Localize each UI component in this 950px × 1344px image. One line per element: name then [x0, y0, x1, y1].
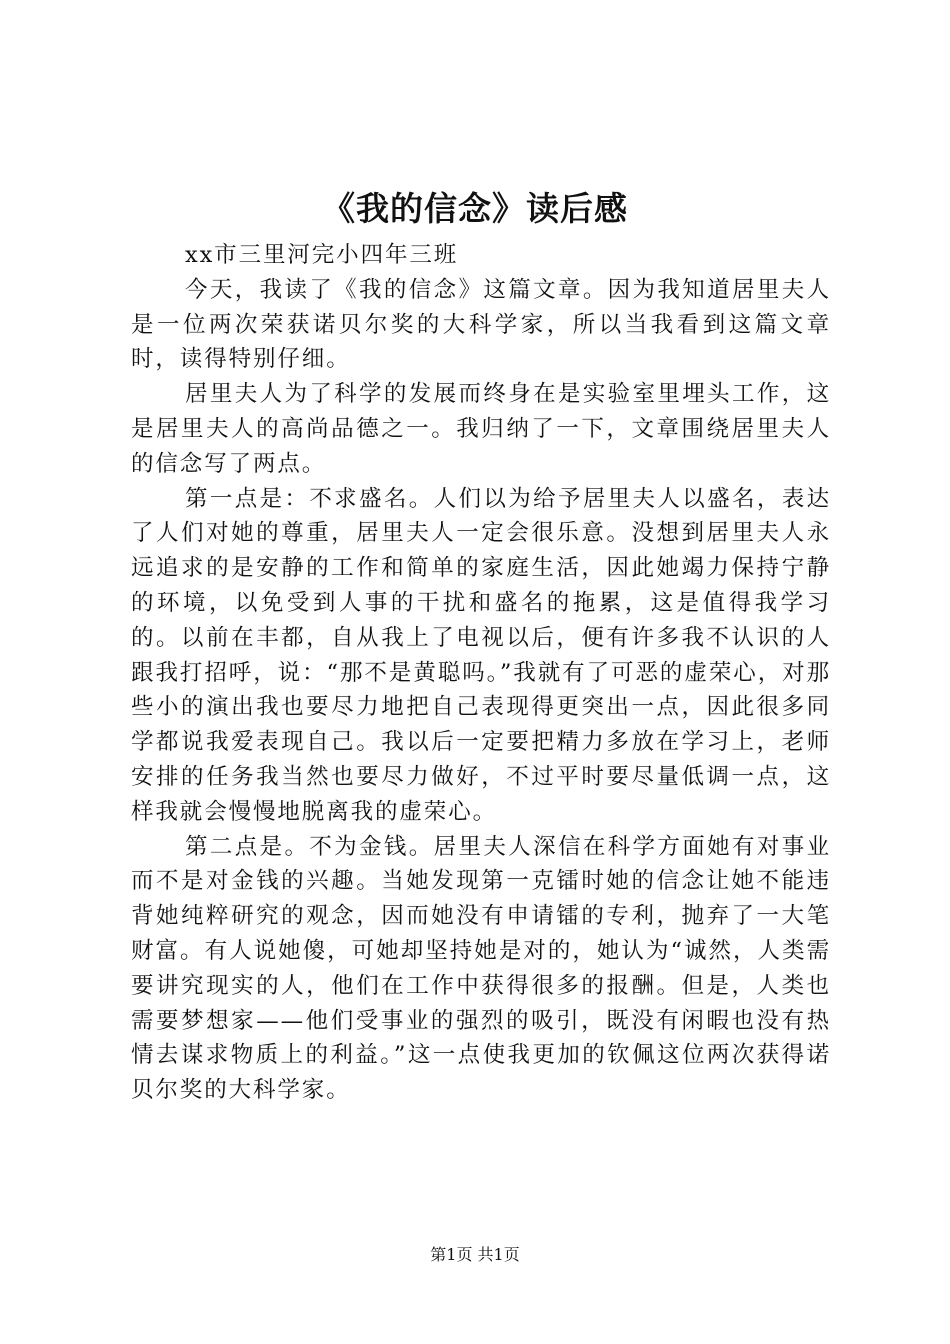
document-title: 《我的信念》读后感: [322, 189, 628, 228]
paragraph-point-two: 第二点是。不为金钱。居里夫人深信在科学方面她有对事业而不是对金钱的兴趣。当她发现第一克镭时她的信念让她不能违背她纯粹研究的观念，因而她没有申请镭的专利，抛弃了一大笔财富。有人说她傻，可她却坚持她是对的，她认为“诚然，人类需要讲究现实的人，他们在工作中获得很多的报酬。但是，人类也需要梦想家——他们受事业的强烈的吸引，既没有闲暇也没有热情去谋求物质上的利益。”这一点使我更加的钦佩这位两次获得诺贝尔奖的大科学家。: [131, 833, 831, 1104]
paragraph-intro: 今天，我读了《我的信念》这篇文章。因为我知道居里夫人是一位两次荣获诺贝尔奖的大科学家，所以当我看到这篇文章时，读得特别仔细。: [131, 276, 831, 373]
page-number-footer: 第1页 共1页: [430, 1245, 520, 1264]
paragraph-point-one: 第一点是：不求盛名。人们以为给予居里夫人以盛名，表达了人们对她的尊重，居里夫人一定会很乐意。没想到居里夫人永远追求的是安静的工作和简单的家庭生活，因此她竭力保持宁静的环境，以免受到人事的干扰和盛名的拖累，这是值得我学习的。以前在丰都，自从我上了电视以后，便有许多我不认识的人跟我打招呼，说：“那不是黄聪吗。”我就有了可恶的虚荣心，对那些小的演出我也要尽力地把自己表现得更突出一点，因此很多同学都说我爱表现自己。我以后一定要把精力多放在学习上，老师安排的任务我当然也要尽力做好，不过平时要尽量低调一点，这样我就会慢慢地脱离我的虚荣心。: [131, 485, 831, 825]
author-line: xx市三里河完小四年三班: [185, 242, 459, 268]
paragraph-summary: 居里夫人为了科学的发展而终身在是实验室里埋头工作，这是居里夫人的高尚品德之一。我归纳了一下，文章围绕居里夫人的信念写了两点。: [131, 381, 831, 477]
document-body: [131, 238, 831, 1108]
